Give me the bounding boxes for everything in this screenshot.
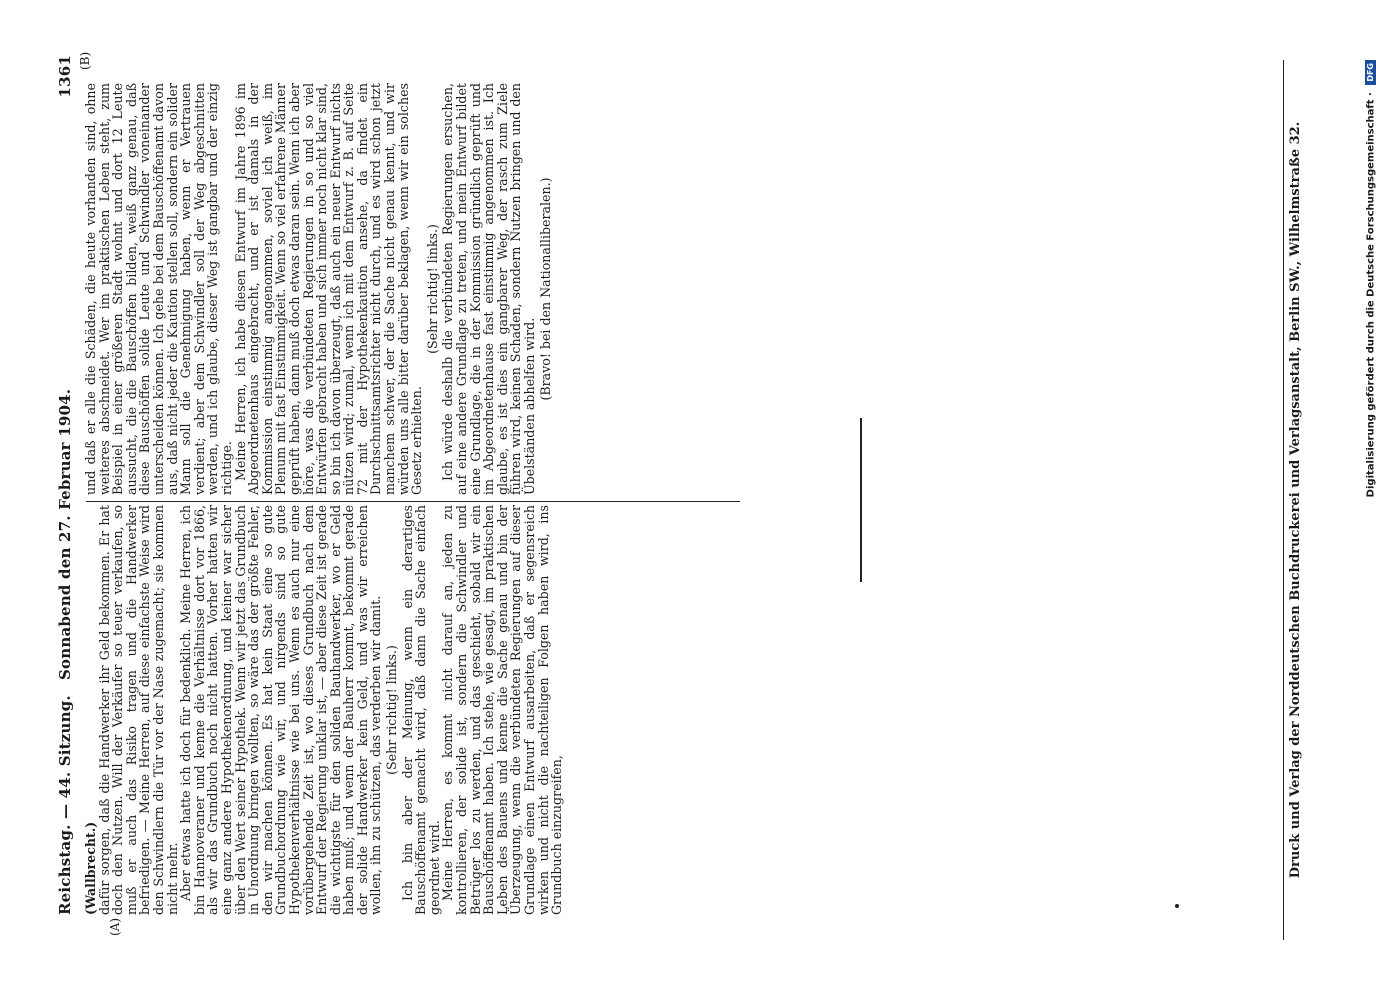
paragraph: Meine Herren, ich habe diesen Entwurf im Jahre 1896 im Abgeordnetenhaus eingebracht, und er ist damals in der Kommission einstimmig angenommen, soviel ich weiß, im Plenum mit fast Einstimmigkeit. Wenn so viel erfahrene Männer geprüft haben, dann muß doch etwas daran sein. Wenn ich aber höre, was die verbündeten Regierungen in so und so viel Entwürfen gebracht haben und sich immer noch nicht klar sind, so bin ich davon überzeugt, daß auch ein neuer Entwurf nichts nützen wird; zumal, wenn ich mit dem Entwurf z. B. auf Seite 72 mit der Hypothekenkaution ansehe, da findet ein Durchschnittsamtsrichter nicht durch, und es wird schon jetzt manchem schwer, der die Sache nicht genau kennt, und wir würden uns alle bitter darüber beklagen, wenn wir ein solches Gesetz erhielten.: [232, 83, 425, 495]
digitization-text: Digitalisierung gefördert durch die Deutsche Forschungsgemeinschaft ·: [1365, 92, 1377, 498]
page-number: 1361: [56, 55, 74, 98]
dfg-logo: DFG: [1365, 60, 1376, 85]
margin-marker-a: (A): [108, 917, 122, 936]
header-date: Sonnabend den 27. Februar 1904.: [56, 388, 74, 680]
printer-imprint: Druck und Verlag der Norddeutschen Buchdruckerei und Verlagsanstalt, Berlin SW., Wilhelmstraße 32.: [1288, 121, 1303, 879]
page-header: [56, 45, 80, 915]
right-column: [84, 83, 554, 495]
section-end-rule: [860, 418, 862, 582]
paragraph: dafür sorgen, daß die Handwerker ihr Geld bekommen. Er hat doch den Nutzen. Will der Verkäufer so teuer verkaufen, so muß er auch das Risiko tragen und die Handwerker befriedigen. — Meine Herren, auf diese einfachste Weise wird den Schwindlern die Tür vor der Nase zugemacht; sie kommen nicht mehr.: [96, 505, 180, 915]
speaker-label: (Wallbrecht.): [83, 821, 98, 915]
interjection: (Sehr richtig! links.): [384, 645, 400, 775]
interjection: (Sehr richtig! links.): [424, 224, 440, 354]
paragraph: Ich würde deshalb die verbündeten Regierungen ersuchen, auf eine andere Grundlage zu treten, und mein Entwurf bildet eine Grundlage, die in der Kommission gründlich geprüft und im Abgeordnetenhause fast einstimmig angenommen ist. Ich glaube, es ist dies ein gangbarer Weg, der rasch zum Ziele führen wird, keinen Schaden, sondern Nutzen bringen und den Übelständen abhelfen wird.: [440, 83, 537, 495]
margin-marker-b: (B): [78, 51, 92, 70]
footer-rule: [1283, 60, 1284, 940]
interjection: (Bravo! bei den Nationalliberalen.): [537, 177, 553, 401]
column-divider: [86, 501, 740, 502]
paragraph: Aber etwas hatte ich doch für bedenklich. Meine Herren, ich bin Hannoveraner und kenne die Verhältnisse dort vor 1866, als wir das Grundbuch noch nicht hatten. Vorher hatten wir eine ganz andere Hypothekenordnung, und keiner war sicher über den Wert seiner Hypothek. Wenn wir jetzt das Grundbuch in Unordnung bringen wollten, so wäre das der größte Fehler, den wir machen können. Es hat kein Staat eine so gute Grundbuchordnung wie wir, und nirgends sind so gute Hypothekenverhältnisse wie bei uns. Wenn es auch nur eine vorübergehende Zeit ist, wo dieses Grundbuch nach dem Entwurf der Regierung unklar ist, — aber diese Zeit ist gerade die wichtigste für den soliden Bauhandwerker, wo er Geld haben muß; und wenn der Bauherr kommt, bekommt gerade der solide Handwerker kein Geld, und was wir erreichen wollen, ihn zu schützen, das verderben wir damit.: [178, 505, 384, 915]
digitization-credit: [1365, 60, 1377, 940]
header-session: Reichstag. — 44. Sitzung.: [56, 695, 74, 915]
paragraph: Meine Herren, es kommt nicht darauf an, jeden zu kontrollieren, der solide ist, sondern die Schwindler und Betrüger los zu werden, und das geschieht, sobald wir ein Bauschöffenamt haben. Ich stehe, wie gesagt, im praktischen Leben des Bauens und kenne die Sache genau und bin der Überzeugung, wenn die verbündeten Regierungen auf dieser Grundlage einen Entwurf ausarbeiten, daß er segensreich wirken und nicht die nachteiligen Folgen haben wird, ins Grundbuch einzugreifen,: [440, 505, 565, 915]
paragraph: und daß er alle die Schäden, die heute vorhanden sind, ohne weiteres abschneidet. Wer im praktischen Leben steht, zum Beispiel in einer größeren Stadt wohnt und dort 12 Leute aussucht, die die Bauschöffen bilden, weiß ganz genau, daß diese Bauschöffen solide Leute und Schwindler voneinander unterscheiden können. Ich gehe bei dem Bauschöffenamt davon aus, daß nicht jeder die Kaution stellen soll, sondern ein solider Mann soll die Genehmigung haben, wenn er Vertrauen verdient; aber dem Schwindler soll der Weg abgeschnitten werden, und ich glaube, dieser Weg ist gangbar und der einzig richtige.: [83, 83, 234, 495]
left-column: [84, 505, 564, 915]
ink-speck: [1175, 904, 1179, 908]
paragraph: Ich bin aber der Meinung, wenn ein derartiges Bauschöffenamt gemacht wird, daß dann die Sache einfach geordnet wird.: [399, 505, 442, 915]
